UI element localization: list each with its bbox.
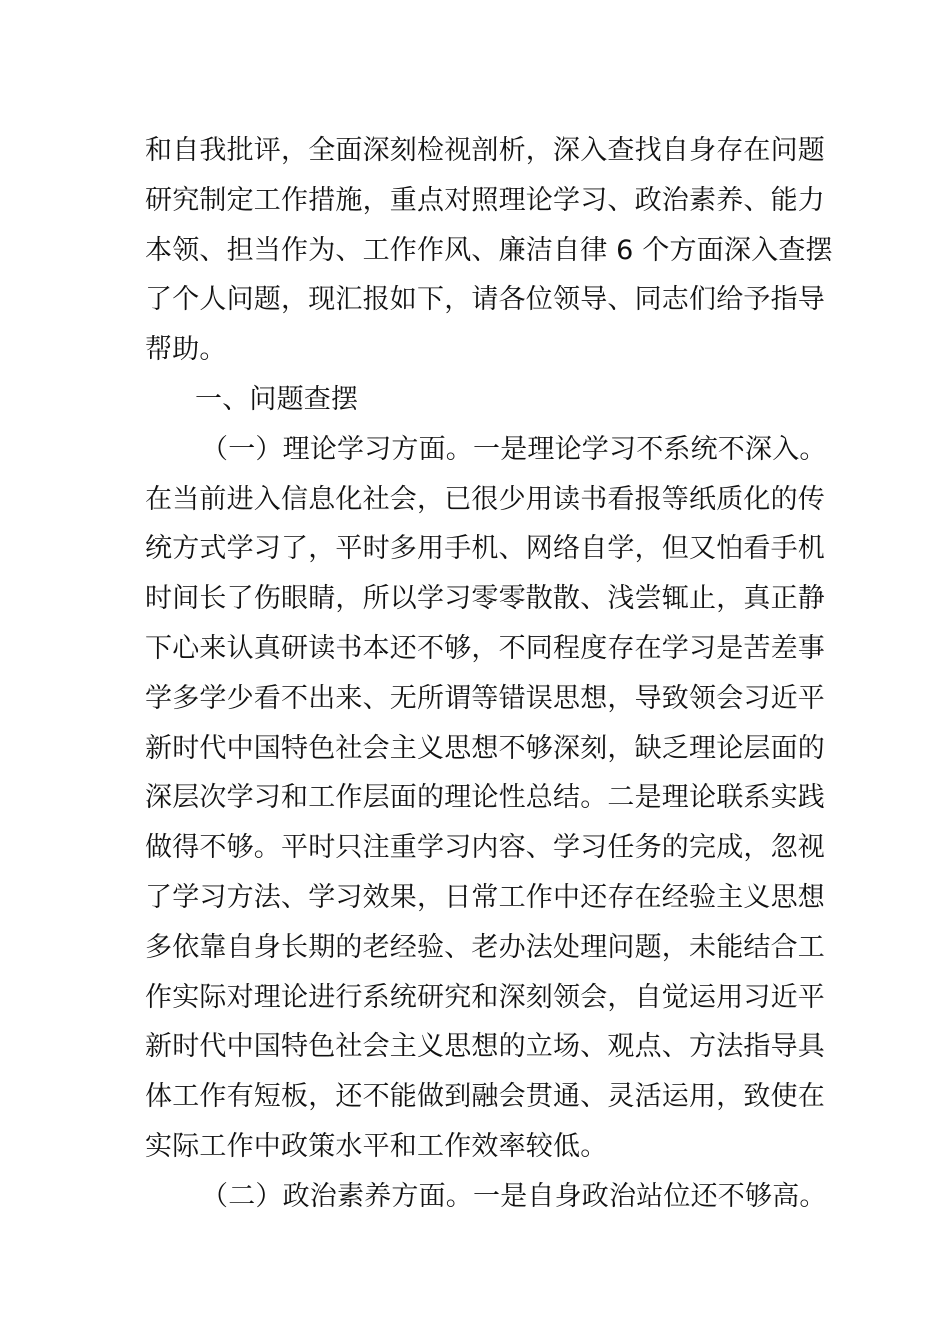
text-line: 在当前进入信息化社会，已很少用读书看报等纸质化的传	[145, 483, 825, 515]
text-line: 下心来认真研读书本还不够，不同程度存在学习是苦差事	[145, 632, 825, 664]
subsection-heading: （一）理论学习方面。一是理论学习不系统不深入。	[201, 433, 827, 465]
text-line: 研究制定工作措施，重点对照理论学习、政治素养、能力	[145, 184, 825, 216]
text-line: 作实际对理论进行系统研究和深刻领会，自觉运用习近平	[145, 981, 825, 1013]
text-line: 帮助。	[145, 334, 227, 366]
subsection-heading: （二）政治素养方面。一是自身政治站位还不够高。	[201, 1180, 827, 1212]
text-line: 了学习方法、学习效果，日常工作中还存在经验主义思想	[145, 881, 825, 913]
text-line: 做得不够。平时只注重学习内容、学习任务的完成，忽视	[145, 832, 825, 864]
text-line: 了个人问题，现汇报如下，请各位领导、同志们给予指导	[145, 284, 825, 316]
text-line: 学多学少看不出来、无所谓等错误思想，导致领会习近平	[145, 682, 825, 714]
text-line: 新时代中国特色社会主义思想不够深刻，缺乏理论层面的	[145, 732, 825, 764]
text-line: 时间长了伤眼睛，所以学习零零散散、浅尝辄止，真正静	[145, 583, 825, 615]
text-line: 统方式学习了，平时多用手机、网络自学，但又怕看手机	[145, 533, 825, 565]
text-line: 本领、担当作为、工作作风、廉洁自律 6 个方面深入查摆	[145, 234, 833, 266]
text-line: 新时代中国特色社会主义思想的立场、观点、方法指导具	[145, 1031, 825, 1063]
body-text	[145, 126, 833, 1222]
section-heading: 一、问题查摆	[195, 383, 359, 415]
text-line: 多依靠自身长期的老经验、老办法处理问题，未能结合工	[145, 931, 825, 963]
text-line: 实际工作中政策水平和工作效率较低。	[145, 1130, 608, 1162]
text-line: 和自我批评，全面深刻检视剖析，深入查找自身存在问题	[145, 135, 825, 166]
text-line: 体工作有短板，还不能做到融会贯通、灵活运用，致使在	[145, 1081, 825, 1113]
text-line: 深层次学习和工作层面的理论性总结。二是理论联系实践	[145, 782, 825, 814]
